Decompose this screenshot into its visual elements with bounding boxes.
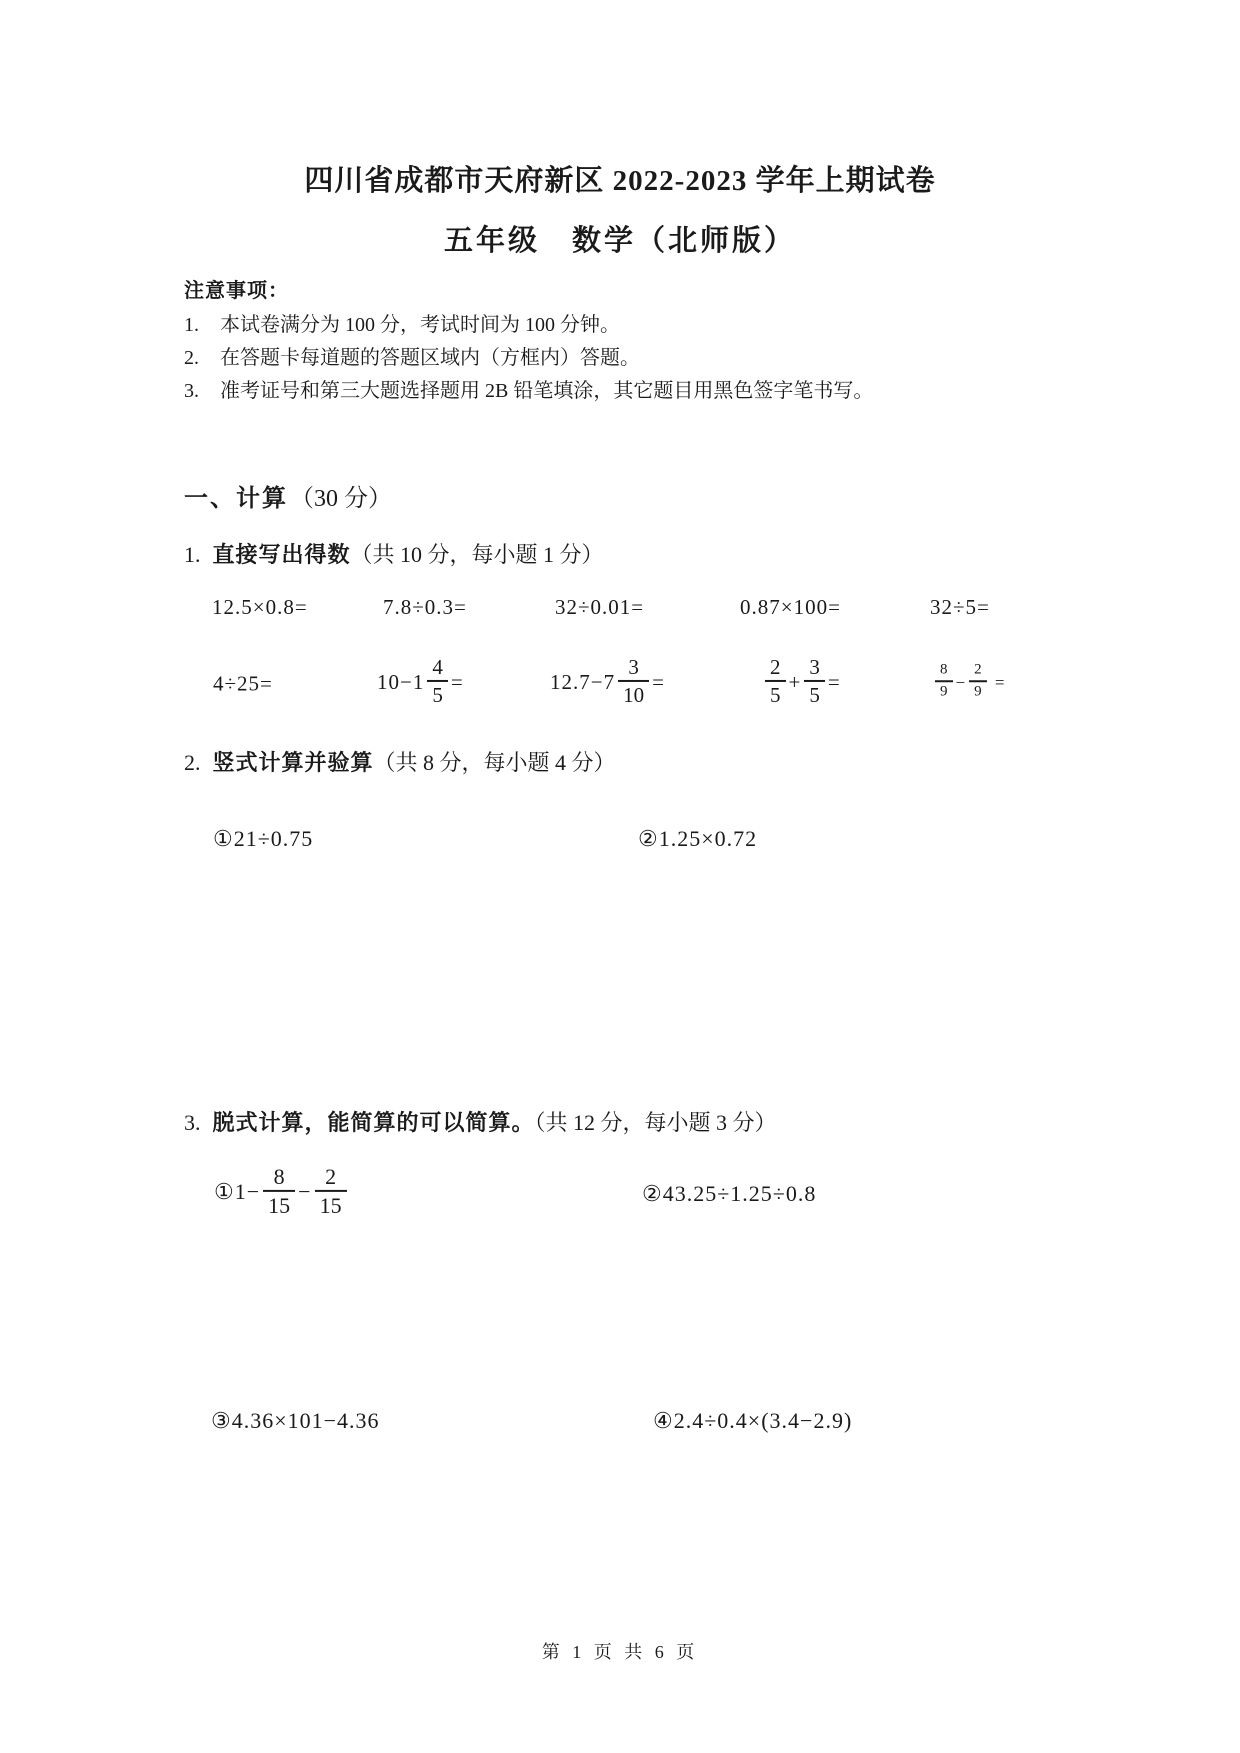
- notice-item: [184, 308, 620, 337]
- math-expression: 0.87×100=: [740, 595, 841, 619]
- section-points: （30 分）: [290, 486, 392, 512]
- math-expression: ①21÷0.75: [213, 826, 314, 851]
- notice-item-text: 在答题卡每道题的答题区域内（方框内）答题。: [220, 347, 640, 369]
- notice-item-number: 3.: [184, 380, 199, 402]
- math-expression: 4÷25=: [213, 671, 273, 696]
- fraction: $\frac{2}{5}$: [765, 656, 786, 706]
- question-number: 2.: [184, 750, 201, 775]
- notice-heading: 注意事项：: [184, 280, 289, 302]
- question-points: （共 8 分，每小题 4 分）: [373, 750, 616, 775]
- question-number: 3.: [184, 1110, 201, 1135]
- math-expression: $\frac{8}{9}$ − $\frac{2}{9}$ =: [932, 665, 1005, 703]
- math-expression: 12.7−7 $\frac{3}{10}$ =: [550, 654, 665, 707]
- notice-item: [184, 374, 873, 403]
- math-expression: ①1− $\frac{8}{15}$ − $\frac{2}{15}$: [214, 1168, 350, 1220]
- math-expression: 32÷5=: [930, 595, 990, 619]
- fraction: $\frac{2}{9}$: [969, 662, 987, 700]
- page-title: 四川省成都市天府新区 2022-2023 学年上期试卷: [304, 165, 936, 197]
- notice-item-text: 本试卷满分为 100 分，考试时间为 100 分钟。: [220, 314, 620, 336]
- fraction: $\frac{8}{9}$: [935, 662, 953, 700]
- question-title: 直接写出得数: [212, 542, 351, 567]
- notice-item: [184, 341, 640, 370]
- notice-item-text: 准考证号和第三大题选择题用 2B 铅笔填涂，其它题目用黑色签字笔书写。: [220, 380, 874, 402]
- fraction: $\frac{3}{10}$: [618, 656, 649, 706]
- q1-row-2: [0, 652, 1240, 716]
- question-title: 脱式计算，能简算的可以简算。: [212, 1110, 535, 1135]
- question-points: （共 10 分，每小题 1 分）: [350, 542, 604, 567]
- math-expression: ③4.36×101−4.36: [211, 1408, 380, 1433]
- math-expression: 32÷0.01=: [555, 595, 645, 619]
- fraction: $\frac{8}{15}$: [263, 1165, 295, 1217]
- notice-item-number: 1.: [184, 314, 199, 336]
- math-expression: 10−1 $\frac{4}{5}$ =: [377, 654, 464, 707]
- question-1-heading: [184, 538, 604, 569]
- question-2-heading: [184, 746, 616, 777]
- notice-item-number: 2.: [184, 347, 199, 369]
- math-expression: ②43.25÷1.25÷0.8: [642, 1181, 817, 1206]
- math-expression: 7.8÷0.3=: [383, 595, 467, 619]
- section-calculation-heading: [184, 478, 392, 513]
- math-expression: ②1.25×0.72: [638, 826, 758, 851]
- q3-row-1: [0, 1162, 1240, 1226]
- section-title: 一、计算: [184, 486, 288, 512]
- fraction: $\frac{2}{15}$: [315, 1165, 347, 1217]
- math-expression: $\frac{2}{5}$ + $\frac{3}{5}$ =: [762, 659, 841, 709]
- question-number: 1.: [184, 542, 201, 567]
- math-expression: 12.5×0.8=: [212, 595, 308, 619]
- question-title: 竖式计算并验算: [212, 750, 374, 775]
- question-3-heading: [184, 1106, 777, 1137]
- fraction: $\frac{3}{5}$: [804, 656, 825, 706]
- page-subtitle: 五年级 数学（北师版）: [443, 225, 796, 257]
- page-footer: 第 1 页 共 6 页: [541, 1642, 699, 1662]
- question-points: （共 12 分，每小题 3 分）: [534, 1110, 777, 1135]
- math-expression: ④2.4÷0.4×(3.4−2.9): [653, 1408, 853, 1433]
- fraction: $\frac{4}{5}$: [427, 656, 448, 706]
